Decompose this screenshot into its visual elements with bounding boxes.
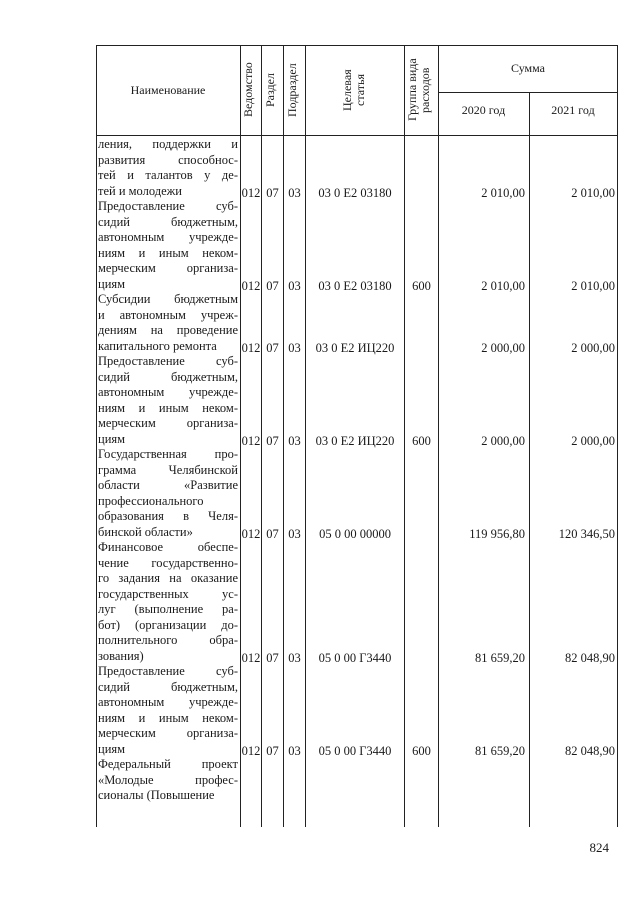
row-name-line: циям xyxy=(98,276,126,291)
row-celevaya-statya: 05 0 00 00000 xyxy=(319,526,391,541)
row-name-line: и автономным учреж- xyxy=(98,307,238,322)
row-podrazdel: 03 xyxy=(288,340,301,355)
header-year-2020: 2020 год xyxy=(461,103,506,117)
row-name-line: бот) (организации до- xyxy=(98,617,238,632)
row-name-line: тей и молодежи xyxy=(98,183,182,198)
row-podrazdel: 03 xyxy=(288,526,301,541)
row-gruppa-vida: 600 xyxy=(412,433,431,448)
row-sum-2021: 2 010,00 xyxy=(571,185,615,200)
row-sum-2020: 2 000,00 xyxy=(481,340,525,355)
row-name-line: сионалы (Повышение xyxy=(98,788,215,802)
header-name: Наименование xyxy=(130,83,206,97)
row-sum-2020: 2 000,00 xyxy=(481,433,525,448)
row-name xyxy=(98,664,238,757)
row-name-line: Предоставление суб- xyxy=(98,199,238,213)
row-razdel: 07 xyxy=(266,433,279,448)
row-celevaya-statya: 05 0 00 Г3440 xyxy=(318,650,392,665)
row-celevaya-statya: 03 0 E2 ИЦ220 xyxy=(315,340,395,355)
row-name-line: Субсидии бюджетным xyxy=(98,292,238,306)
row-podrazdel: 03 xyxy=(288,185,301,200)
row-name-line: полнительного обра- xyxy=(98,633,238,647)
row-razdel: 07 xyxy=(266,526,279,541)
row-name-line: мерческим организа- xyxy=(98,416,238,430)
header-gruppa: Группа вида расходов xyxy=(405,58,432,122)
row-celevaya-statya: 03 0 E2 ИЦ220 xyxy=(315,433,395,448)
row-name-line: автономным учрежде- xyxy=(98,385,238,399)
row-name-line: тей и талантов у де- xyxy=(98,168,238,182)
header-vedomstvo: Ведомство xyxy=(241,62,255,118)
row-name-line: автономным учрежде- xyxy=(98,695,238,709)
row-name xyxy=(98,199,238,292)
row-name-line: мерческим организа- xyxy=(98,726,238,740)
row-name-line: Федеральный проект xyxy=(98,757,238,771)
header-celevaya: Целевая статья xyxy=(340,69,367,111)
row-name-line: чение государственно- xyxy=(98,555,238,570)
header-podrazdel: Подраздел xyxy=(285,63,299,117)
row-name-line: развития способнос- xyxy=(98,152,238,167)
row-celevaya-statya: 05 0 00 Г3440 xyxy=(318,743,392,758)
row-name xyxy=(98,757,238,804)
row-name-line: области «Развитие xyxy=(98,478,238,492)
row-name-line: Финансовое обеспе- xyxy=(98,540,238,554)
row-sum-2020: 2 010,00 xyxy=(481,278,525,293)
row-name-line: капитального ремонта xyxy=(98,338,217,353)
row-sum-2020: 119 956,80 xyxy=(469,526,525,541)
row-name-line: циям xyxy=(98,741,126,756)
row-name-line: грамма Челябинской xyxy=(98,462,238,477)
row-sum-2020: 81 659,20 xyxy=(475,650,525,665)
row-razdel: 07 xyxy=(266,185,279,200)
row-vedomstvo: 012 xyxy=(241,650,261,665)
row-gruppa-vida: 600 xyxy=(412,743,431,758)
row-vedomstvo: 012 xyxy=(241,433,261,448)
row-name-line: государственных ус- xyxy=(98,586,238,601)
header-year-2021: 2021 год xyxy=(551,103,595,117)
row-name xyxy=(98,292,238,354)
row-sum-2021: 2 000,00 xyxy=(571,340,615,355)
row-name-line: сидий бюджетным, xyxy=(98,214,238,229)
row-podrazdel: 03 xyxy=(288,650,301,665)
row-name-line: сидий бюджетным, xyxy=(98,679,238,694)
budget-table xyxy=(96,45,618,827)
row-vedomstvo: 012 xyxy=(241,743,261,758)
row-razdel: 07 xyxy=(266,650,279,665)
row-celevaya-statya: 03 0 E2 03180 xyxy=(318,278,392,293)
row-sum-2021: 82 048,90 xyxy=(565,650,615,665)
row-razdel: 07 xyxy=(266,743,279,758)
row-name-line: го задания на оказание xyxy=(98,571,238,585)
row-name xyxy=(98,540,238,664)
row-vedomstvo: 012 xyxy=(241,526,261,541)
row-sum-2020: 2 010,00 xyxy=(481,185,525,200)
row-name xyxy=(98,354,238,447)
row-sum-2021: 2 010,00 xyxy=(571,278,615,293)
row-sum-2021: 2 000,00 xyxy=(571,433,615,448)
row-sum-2020: 81 659,20 xyxy=(475,743,525,758)
row-name-line: зования) xyxy=(98,648,144,663)
row-name-line: образования в Челя- xyxy=(98,509,238,523)
row-name-line: циям xyxy=(98,431,126,446)
row-name-line: луг (выполнение ра- xyxy=(98,602,238,616)
header-razdel: Раздел xyxy=(263,73,277,107)
row-name-line: профессионального xyxy=(98,493,204,508)
row-sum-2021: 82 048,90 xyxy=(565,743,615,758)
row-vedomstvo: 012 xyxy=(241,278,261,293)
row-podrazdel: 03 xyxy=(288,433,301,448)
row-sum-2021: 120 346,50 xyxy=(558,526,615,541)
page-number: 824 xyxy=(589,840,609,855)
row-name-line: Государственная про- xyxy=(98,447,238,461)
row-name-line: автономным учрежде- xyxy=(98,230,238,244)
row-name xyxy=(98,447,238,540)
row-name-line: бинской области» xyxy=(98,524,193,539)
row-razdel: 07 xyxy=(266,278,279,293)
row-podrazdel: 03 xyxy=(288,743,301,758)
row-name-line: «Молодые профес- xyxy=(98,772,238,787)
row-name-line: мерческим организа- xyxy=(98,261,238,275)
header-summa: Сумма xyxy=(511,61,545,75)
row-gruppa-vida: 600 xyxy=(412,278,431,293)
row-celevaya-statya: 03 0 E2 03180 xyxy=(318,185,392,200)
row-name-line: ниям и иным неком- xyxy=(98,245,238,260)
row-name-line: ниям и иным неком- xyxy=(98,710,238,725)
row-name-line: сидий бюджетным, xyxy=(98,369,238,384)
row-name-line: Предоставление суб- xyxy=(98,664,238,678)
row-name-line: ления, поддержки и xyxy=(98,137,238,151)
row-name-line: ниям и иным неком- xyxy=(98,400,238,415)
row-vedomstvo: 012 xyxy=(241,185,261,200)
row-name-line: дениям на проведение xyxy=(98,323,238,337)
row-name-line: Предоставление суб- xyxy=(98,354,238,368)
row-vedomstvo: 012 xyxy=(241,340,261,355)
row-podrazdel: 03 xyxy=(288,278,301,293)
row-name xyxy=(98,137,238,199)
row-razdel: 07 xyxy=(266,340,279,355)
